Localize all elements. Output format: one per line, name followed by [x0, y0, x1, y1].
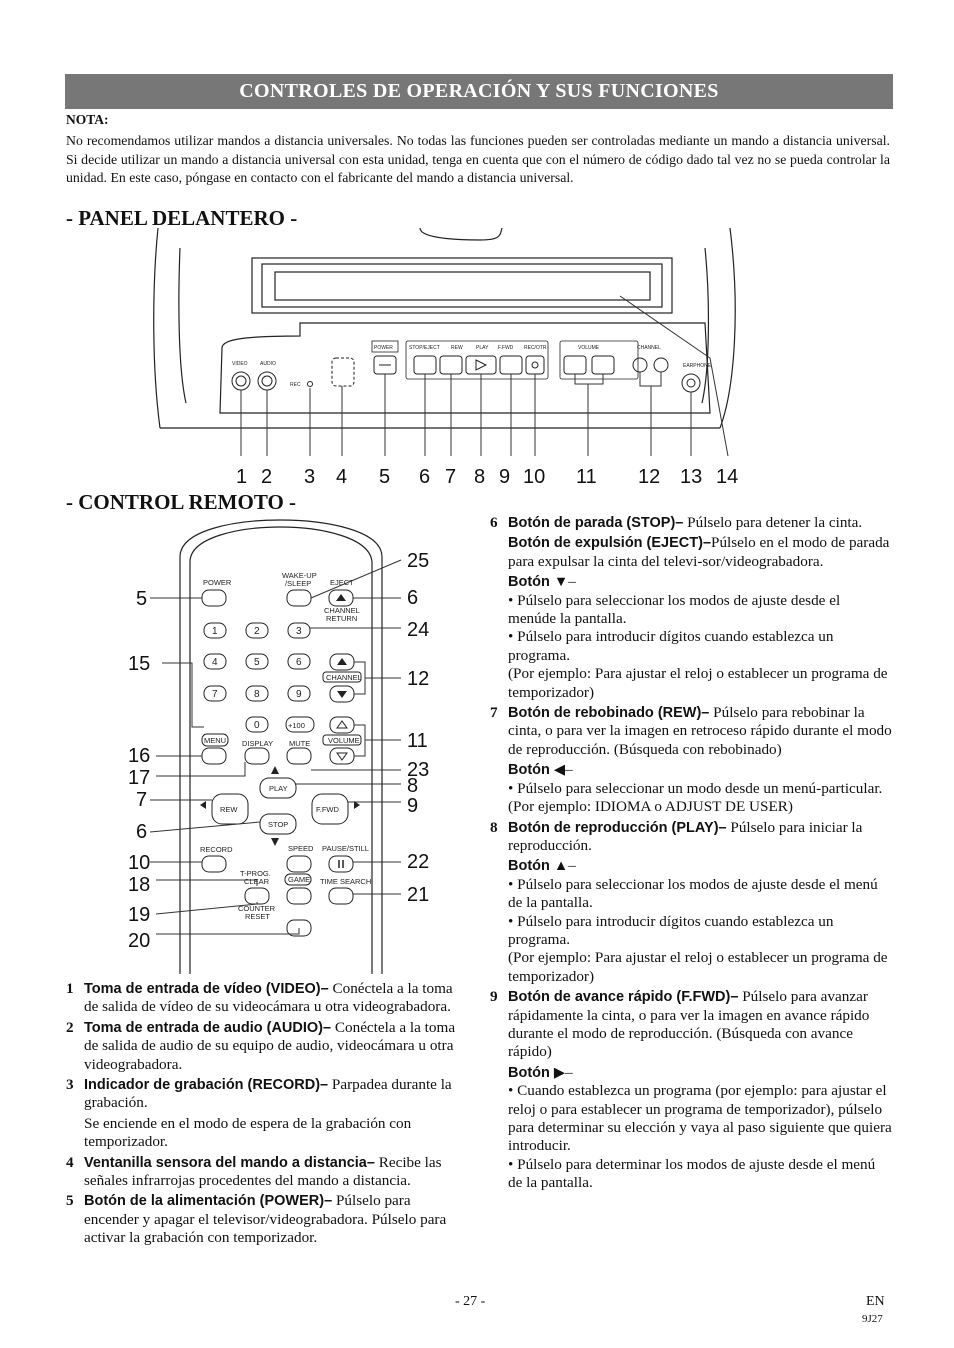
bullet: • Púlselo para seleccionar los modos de ajuste desde el menúde la pantalla. [508, 592, 892, 629]
item-text: Parpadea durante la grabación. [84, 1076, 452, 1112]
r-speed-label: SPEED [288, 844, 314, 853]
r-counter-label: COUNTER [238, 904, 276, 913]
channel-up-button[interactable] [654, 358, 668, 372]
fp-num-8: 8 [474, 466, 486, 488]
item-4 [66, 1154, 459, 1191]
item-3 [66, 1076, 459, 1152]
item-label: Toma de entrada de vídeo (VIDEO)– [84, 981, 329, 997]
item-9 [490, 988, 892, 1192]
front-panel-title: - PANEL DELANTERO - [66, 206, 298, 230]
item-label: Toma de entrada de audio (AUDIO)– [84, 1019, 332, 1036]
remote-sensor [332, 358, 354, 386]
fp-num-5: 5 [379, 466, 391, 488]
bullet: • Púlselo para seleccionar un modo desde un menú-particular. [508, 780, 892, 798]
item-number: 2 [66, 1018, 74, 1036]
r-record-label: RECORD [200, 845, 233, 854]
item-number: 7 [490, 704, 498, 722]
r-key-1-label: 1 [212, 626, 218, 637]
item-number: 1 [66, 980, 74, 997]
item-dash: – [568, 857, 576, 875]
rm-num-12: 12 [407, 668, 430, 690]
r-key-0-label: 0 [254, 720, 260, 731]
channel-label: CHANNEL [637, 345, 661, 351]
rm-num-11: 11 [407, 730, 428, 752]
video-jack [232, 372, 250, 390]
item-text: Conéctela a la toma de salida de audio de su equipo de audio, videocámara u otra videograbadora. [84, 1018, 456, 1073]
bullet: • Cuando establezca un programa (por ejemplo: para ajustar el reloj o para establecer un programa de temporizador), púlselo para determinar su elección y vaya al paso siguiente que quiera introducir. [508, 1082, 892, 1156]
r-wakeup-label: WAKE-UP [282, 571, 317, 580]
r-clear-button[interactable] [245, 888, 269, 904]
r-game-key[interactable] [287, 888, 311, 904]
r-play-label: PLAY [269, 784, 288, 793]
item-1 [66, 980, 459, 1017]
rew-button[interactable] [440, 356, 462, 374]
item-text: Púlselo para detener la cinta. [683, 514, 863, 531]
fp-num-12: 12 [638, 466, 661, 488]
item-dash: – [568, 573, 576, 591]
fp-num-11: 11 [576, 466, 597, 488]
item-label: Botón ▼ [508, 574, 569, 591]
rm-num-17: 17 [128, 767, 151, 789]
r-game-label: GAME [288, 875, 311, 884]
bullet: • Púlselo para introducir dígitos cuando establezca un programa. [508, 628, 892, 665]
r-key-6-label: 6 [296, 657, 302, 668]
item-text: Púlselo para avanzar rápidamente la cinta, o para ver la imagen en avance rápido durante el modo de reproducción. (Búsqueda con avance rápido) [508, 988, 870, 1061]
stop-eject-button[interactable] [414, 356, 436, 374]
r-sleep-button[interactable] [287, 590, 311, 606]
r-tprog-label: T-PROG. [240, 869, 271, 878]
rm-num-20: 20 [128, 930, 151, 952]
remote-illustration [120, 522, 440, 974]
r-return-label: RETURN [326, 614, 358, 623]
item-number: 6 [490, 514, 498, 531]
item-label: Botón ▶ [508, 1064, 566, 1081]
item-text: Púlselo para iniciar la reproducción. [508, 818, 863, 854]
bullet: • Púlselo para determinar los modos de ajuste desde el menú de la pantalla. [508, 1156, 892, 1193]
r-clear-label: CLEAR [244, 877, 270, 886]
ch-up-icon [337, 658, 347, 665]
rm-num-9: 9 [407, 795, 419, 817]
item-label: Botón de expulsión (EJECT)– [508, 535, 712, 552]
audio-jack [258, 372, 276, 390]
r-channel-box-label: CHANNEL [326, 673, 362, 682]
left-column [66, 980, 459, 1250]
r-mute-button[interactable] [287, 748, 311, 764]
item-number: 5 [66, 1192, 74, 1210]
rm-num-15: 15 [128, 653, 151, 675]
r-power-label: POWER [203, 578, 232, 587]
rm-num-16: 16 [128, 745, 151, 767]
item-text: Conéctela a la toma de salida de vídeo de su videocámara u otra videograbadora. [84, 980, 453, 1016]
bullet: • Púlselo para introducir dígitos cuando establezca un programa. [508, 913, 892, 950]
down-arrow-icon [271, 838, 279, 846]
r-timesearch-button[interactable] [329, 888, 353, 904]
left-arrow-icon [200, 801, 206, 809]
r-key-3-label: 3 [296, 626, 302, 637]
r-display-label: DISPLAY [242, 739, 274, 748]
ch-down-icon [337, 691, 347, 698]
item-label: Botón de rebobinado (REW)– [508, 705, 710, 722]
r-eject-label: EJECT [330, 578, 354, 587]
fp-num-3: 3 [304, 466, 316, 488]
earphone-label: EARPHONE [683, 363, 712, 369]
fp-num-6: 6 [419, 466, 431, 488]
fp-num-1: 1 [236, 466, 248, 488]
item-2 [66, 1019, 459, 1074]
r-stop-label: STOP [268, 820, 289, 829]
r-power-button[interactable] [202, 590, 226, 606]
r-pause-button[interactable] [329, 856, 353, 872]
rec-indicator [308, 382, 313, 387]
item-extra: Se enciende en el modo de espera de la grabación con temporizador. [84, 1114, 412, 1151]
record-icon [532, 362, 538, 368]
r-display-button[interactable] [245, 748, 269, 764]
rm-num-23: 23 [407, 759, 430, 781]
page-number: - 27 - [455, 1294, 486, 1309]
rm-num-5: 5 [136, 588, 148, 610]
item-label: Ventanilla sensora del mando a distancia– [84, 1154, 375, 1171]
r-menu-label: MENU [204, 736, 227, 745]
item-5 [66, 1192, 459, 1247]
example: (Por ejemplo: Para ajustar el reloj o establecer un programa de temporizador) [508, 949, 888, 985]
item-number: 4 [66, 1153, 74, 1171]
item-label: Botón ▲ [508, 858, 569, 875]
item-dash: – [565, 1063, 573, 1081]
r-pause-label: PAUSE/STILL [322, 844, 369, 853]
fp-num-7: 7 [445, 466, 457, 488]
volume-down-button[interactable] [564, 356, 586, 374]
fp-num-14: 14 [716, 466, 739, 488]
play-label: PLAY [476, 345, 489, 351]
ffwd-label: F.FWD [498, 345, 514, 351]
r-vol-down-button[interactable] [330, 748, 354, 764]
up-arrow-icon [271, 766, 279, 774]
vol-up-icon [337, 721, 347, 728]
rm-num-21: 21 [407, 884, 430, 906]
example: (Por ejemplo: IDIOMA o ADJUST DE USER) [508, 798, 793, 816]
rm-num-6: 6 [136, 821, 148, 843]
r-sleep-label: /SLEEP [285, 579, 312, 588]
item-text: Púlselo para rebobinar la cinta, o para ver la imagen en retroceso rápido durante el modo de reproducción. (Búsqueda con rebobinado) [508, 704, 892, 758]
rm-num-8: 8 [407, 775, 419, 797]
earphone-jack [682, 374, 700, 392]
item-7 [490, 704, 892, 816]
fp-num-2: 2 [261, 466, 273, 488]
item-8 [490, 819, 892, 987]
stop-eject-label: STOP/EJECT [409, 345, 440, 351]
rec-label: REC [290, 382, 301, 388]
r-menu-key[interactable] [202, 748, 226, 764]
rec-otr-button[interactable] [526, 356, 544, 374]
rm-num-25: 25 [407, 550, 430, 572]
item-text: Púlselo en el modo de parada para expulsar la cinta del televi-sor/videograbadora. [508, 534, 890, 570]
r-key-9-label: 9 [296, 689, 302, 700]
ffwd-button[interactable] [500, 356, 522, 374]
r-reset-label: RESET [245, 912, 271, 921]
r-key-8-label: 8 [254, 689, 260, 700]
r-key-5-label: 5 [254, 657, 260, 668]
vol-down-icon [337, 753, 347, 760]
item-text: Recibe las señales infrarrojas procedentes del mando a distancia. [84, 1153, 442, 1190]
rm-num-7: 7 [136, 789, 148, 811]
nota-heading: NOTA: [66, 112, 109, 127]
fp-num-4: 4 [336, 466, 348, 488]
rew-label: REW [451, 345, 463, 351]
item-number: 9 [490, 988, 498, 1006]
video-label: VIDEO [232, 361, 248, 367]
item-text: Púlselo para encender y apagar el televisor/videograbadora. Púlselo para activar la grabación con temporizador. [84, 1192, 447, 1247]
play-icon [476, 360, 486, 370]
r-volume-box-label: VOLUME [328, 736, 360, 745]
front-panel-illustration [150, 228, 790, 490]
channel-down-button[interactable] [633, 358, 647, 372]
bullet: • Púlselo para seleccionar los modos de ajuste desde el menú de la pantalla. [508, 876, 892, 913]
rm-num-6b: 6 [407, 587, 419, 609]
play-button[interactable] [466, 356, 496, 374]
eject-icon [336, 594, 346, 601]
example: (Por ejemplo: Para ajustar el reloj o establecer un programa de temporizador) [508, 665, 888, 701]
power-label: POWER [374, 345, 393, 351]
item-label: Indicador de grabación (RECORD)– [84, 1077, 329, 1094]
fp-num-9: 9 [499, 466, 511, 488]
r-speed-button[interactable] [287, 856, 311, 872]
audio-label: AUDIO [260, 361, 276, 367]
rec-otr-label: REC/OTR [524, 345, 547, 351]
item-label: Botón de la alimentación (POWER)– [84, 1193, 333, 1210]
r-timesearch-label: TIME SEARCH [320, 877, 372, 886]
r-key-7-label: 7 [212, 689, 218, 700]
remote-title: - CONTROL REMOTO - [66, 490, 297, 514]
volume-label: VOLUME [578, 345, 600, 351]
r-key-2-label: 2 [254, 626, 260, 637]
rm-num-24: 24 [407, 619, 430, 641]
item-6 [490, 514, 892, 702]
volume-up-button[interactable] [592, 356, 614, 374]
item-number: 3 [66, 1076, 74, 1094]
r-channel-label: CHANNEL [324, 606, 360, 615]
r-ffwd-label: F.FWD [316, 805, 339, 814]
rm-num-10: 10 [128, 852, 151, 874]
item-label: Botón de reproducción (PLAY)– [508, 819, 727, 836]
r-rew-label: REW [220, 805, 238, 814]
rm-num-18: 18 [128, 874, 151, 896]
item-dash: – [565, 761, 573, 779]
section-banner: CONTROLES DE OPERACIÓN Y SUS FUNCIONES [65, 74, 893, 109]
fp-num-13: 13 [680, 466, 703, 488]
item-number: 8 [490, 818, 498, 836]
r-mute-label: MUTE [289, 739, 311, 748]
r-key-4-label: 4 [212, 657, 218, 668]
item-label: Botón ◀ [508, 762, 566, 779]
item-label: Botón de avance rápido (F.FWD)– [508, 989, 739, 1006]
language-tag: EN [866, 1294, 885, 1309]
item-label: Botón de parada (STOP)– [508, 515, 684, 531]
doc-code: 9J27 [862, 1313, 883, 1325]
nota-text: No recomendamos utilizar mandos a distancia universales. No todas las funciones pueden ser controladas mediante un mando a distancia universal. Si decide utilizar un mando a distancia universal con esta unidad, tenga en cuenta que con el número de código dado tal vez no se pueda controlar la unidad. En este caso, póngase en contacto con el fabricante del mando a distancia universal. [66, 133, 890, 185]
rm-num-19: 19 [128, 904, 151, 926]
fp-num-10: 10 [523, 466, 546, 488]
right-column [490, 514, 892, 1195]
r-key-100-label: +100 [288, 721, 305, 730]
r-record-button[interactable] [202, 856, 226, 872]
r-vol-up-button[interactable] [330, 717, 354, 733]
rm-num-22: 22 [407, 851, 430, 873]
